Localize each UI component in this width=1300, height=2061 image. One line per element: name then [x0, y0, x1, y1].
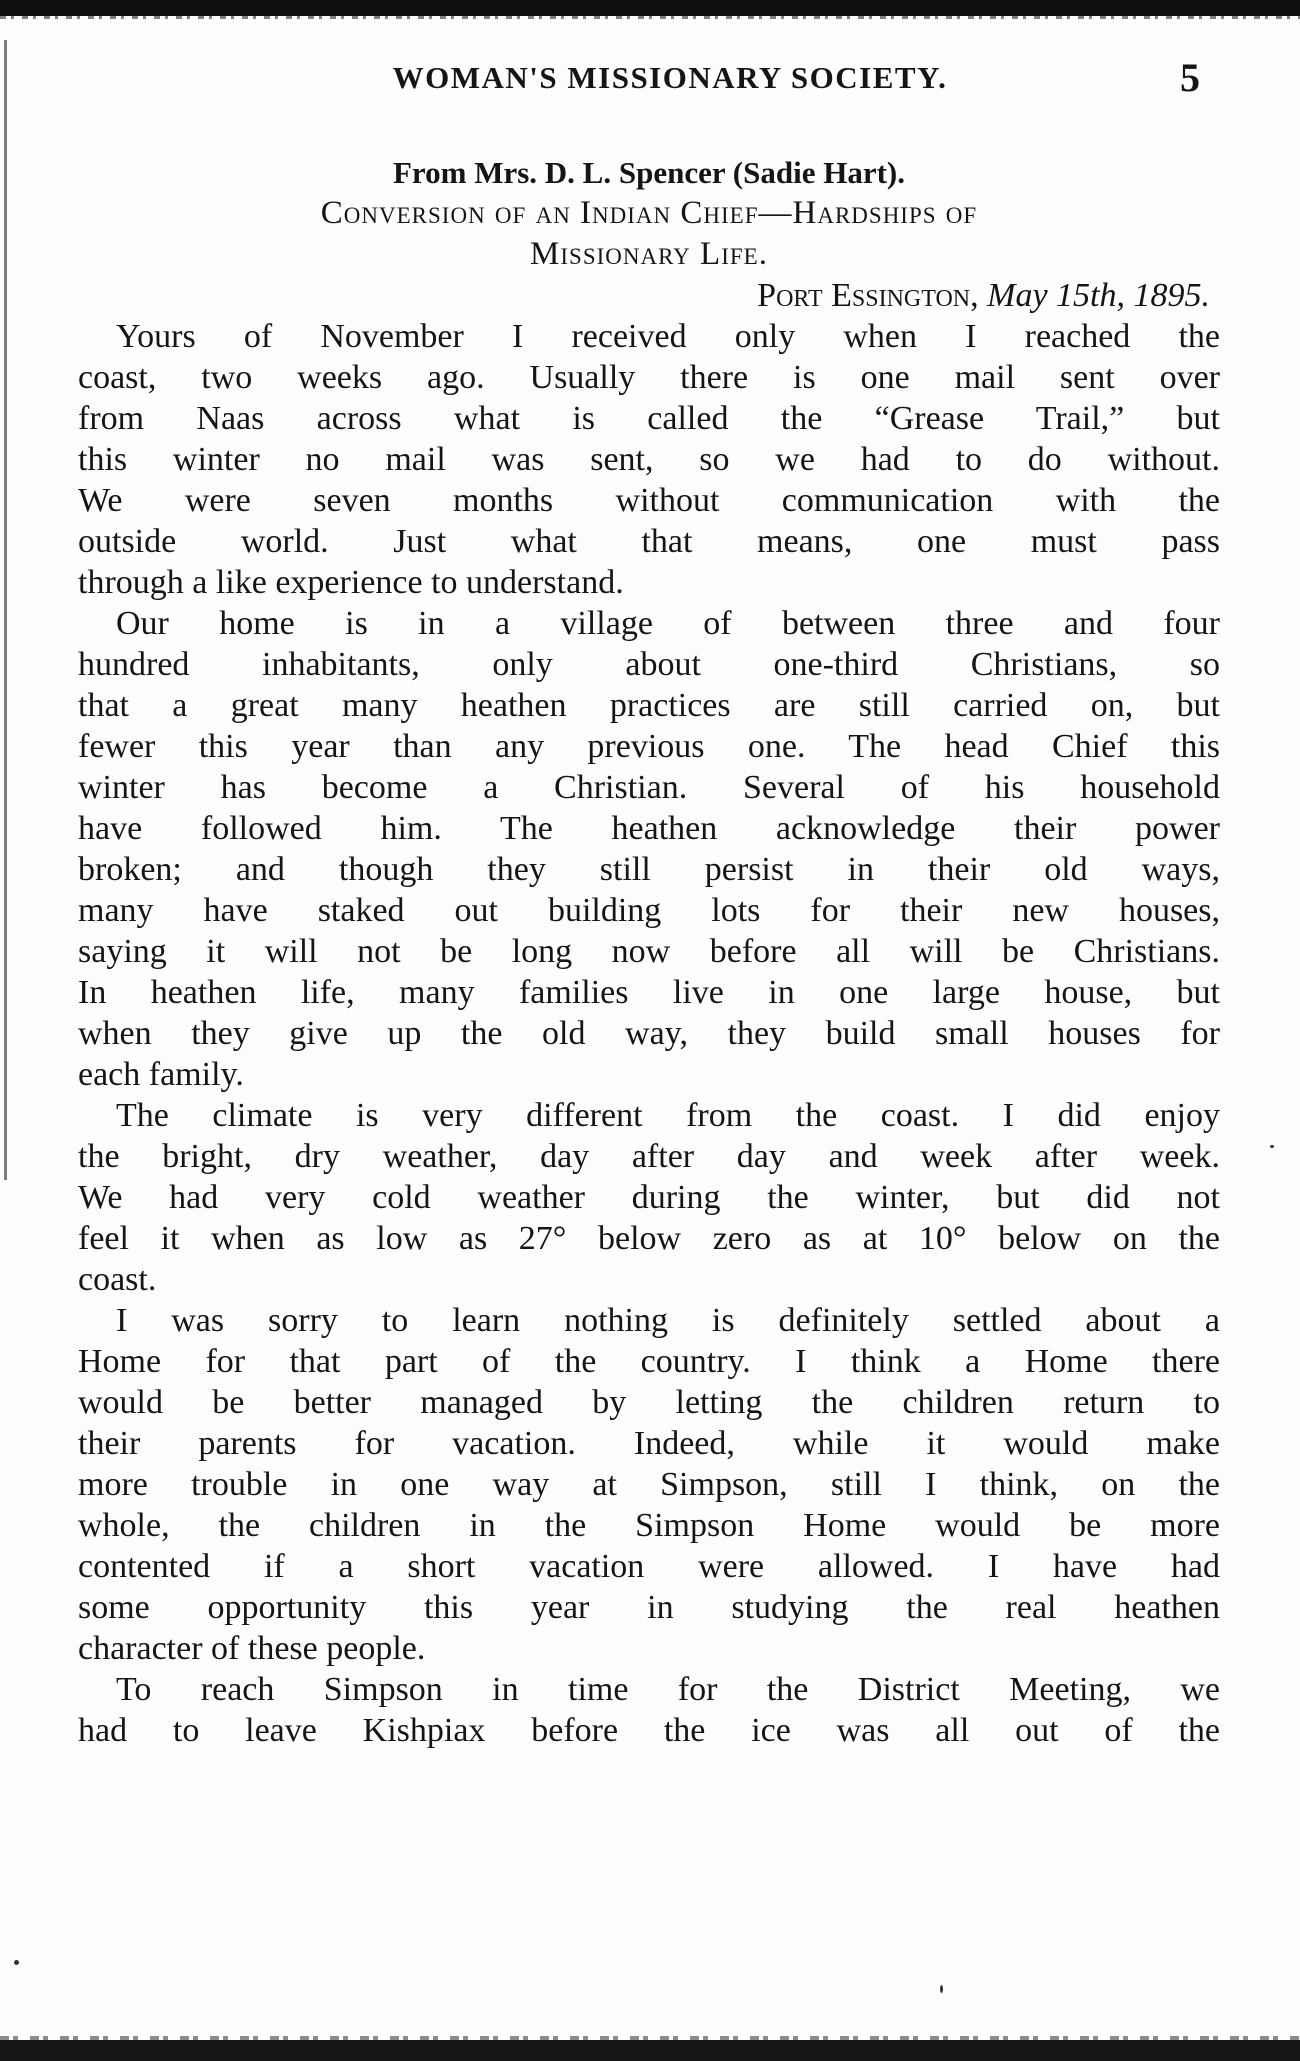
text-line: fewer this year than any previous one. The head Chief this [78, 728, 1220, 765]
left-edge-mark [4, 40, 7, 1180]
ink-speck [940, 1985, 943, 1993]
text-line: In heathen life, many families live in one large house, but [78, 974, 1220, 1011]
text-line: when they give up the old way, they build small houses for [78, 1015, 1220, 1052]
text-line: saying it will not be long now before all will be Christians. [78, 933, 1220, 970]
text-line: To reach Simpson in time for the District Meeting, we [116, 1671, 1220, 1708]
ink-speck [1270, 1145, 1274, 1148]
byline: From Mrs. D. L. Spencer (Sadie Hart). [393, 155, 905, 190]
text-line: We had very cold weather during the winter, but did not [78, 1179, 1220, 1216]
text-line: some opportunity this year in studying the real heathen [78, 1589, 1220, 1626]
text-line: winter has become a Christian. Several of his household [78, 769, 1220, 806]
text-line: outside world. Just what that means, one must pass [78, 523, 1220, 560]
text-line: broken; and though they still persist in their old ways, [78, 851, 1220, 888]
text-line: this winter no mail was sent, so we had to do without. [78, 441, 1220, 478]
text-line: hundred inhabitants, only about one-third Christians, so [78, 646, 1220, 683]
top-border-rule [0, 0, 1300, 16]
dateline-place: Port Essington, [757, 277, 979, 314]
dateline-date: May 15th, 1895. [987, 277, 1210, 314]
text-line: Yours of November I received only when I reached the [116, 318, 1220, 355]
text-line: from Naas across what is called the “Grease Trail,” but [78, 400, 1220, 437]
text-line: Home for that part of the country. I think a Home there [78, 1343, 1220, 1380]
text-line: The climate is very different from the coast. I did enjoy [116, 1097, 1220, 1134]
bottom-border-rule [0, 2040, 1300, 2061]
text-line: had to leave Kishpiax before the ice was all out of the [78, 1712, 1220, 1749]
text-line: each family. [78, 1056, 244, 1093]
article-heading-line-2: Missionary Life. [530, 236, 768, 272]
text-line: through a like experience to understand. [78, 564, 624, 601]
text-line: coast, two weeks ago. Usually there is one mail sent over [78, 359, 1220, 396]
text-line: coast. [78, 1261, 157, 1298]
text-line: We were seven months without communication with the [78, 482, 1220, 519]
ink-speck [14, 1960, 19, 1965]
text-line: their parents for vacation. Indeed, while it would make [78, 1425, 1220, 1462]
article-heading-line-1: Conversion of an Indian Chief—Hardships of [320, 195, 978, 231]
running-head: WOMAN'S MISSIONARY SOCIETY. [392, 60, 948, 95]
page-number: 5 [1180, 55, 1200, 100]
text-line: Our home is in a village of between three and four [116, 605, 1220, 642]
text-line: more trouble in one way at Simpson, still I think, on the [78, 1466, 1220, 1503]
text-line: have followed him. The heathen acknowledge their power [78, 810, 1220, 847]
text-line: the bright, dry weather, day after day and week after week. [78, 1138, 1220, 1175]
text-line: I was sorry to learn nothing is definitely settled about a [116, 1302, 1220, 1339]
text-line: character of these people. [78, 1630, 426, 1667]
text-line: that a great many heathen practices are still carried on, but [78, 687, 1220, 724]
dateline [78, 275, 1220, 316]
text-line: whole, the children in the Simpson Home would be more [78, 1507, 1220, 1544]
text-line: feel it when as low as 27° below zero as at 10° below on the [78, 1220, 1220, 1257]
text-line: would be better managed by letting the children return to [78, 1384, 1220, 1421]
text-line: contented if a short vacation were allowed. I have had [78, 1548, 1220, 1585]
text-line: many have staked out building lots for their new houses, [78, 892, 1220, 929]
article [78, 152, 1220, 1751]
